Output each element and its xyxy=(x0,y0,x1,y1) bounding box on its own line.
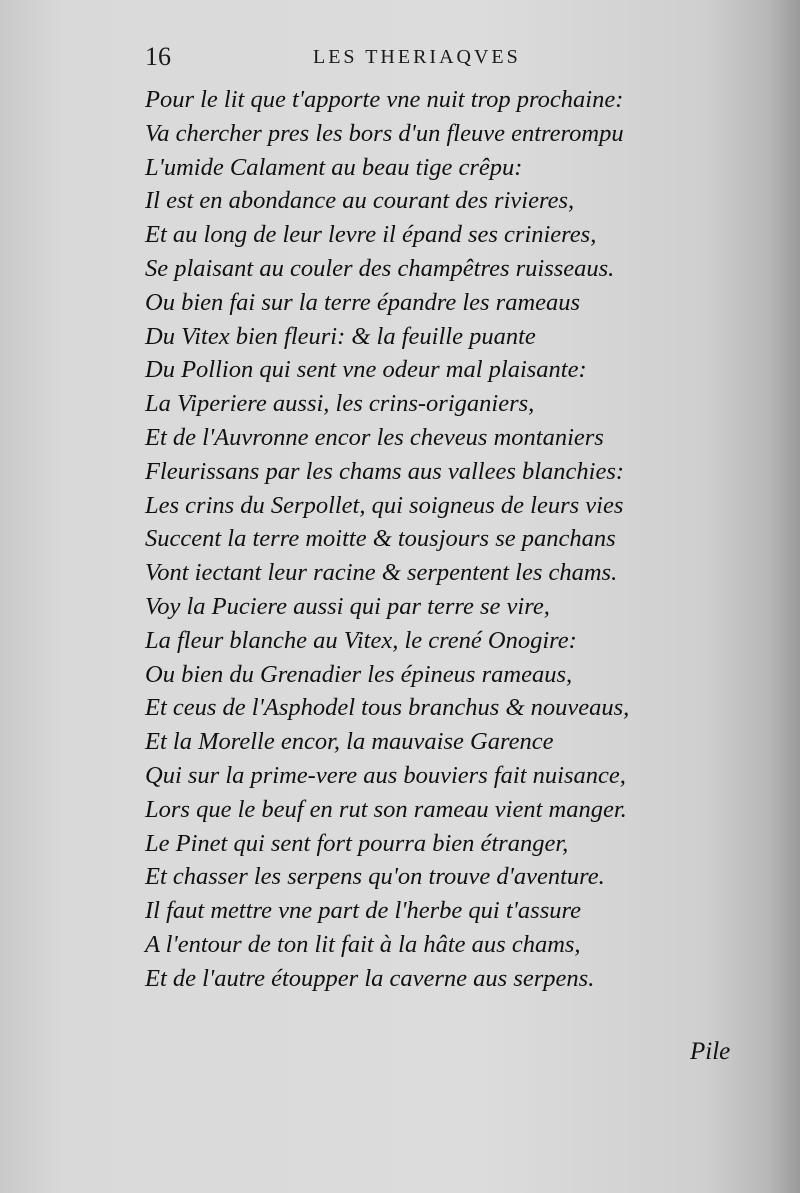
verse-line: La Viperiere aussi, les crins-origaniers, xyxy=(145,390,535,418)
verse-line: Et au long de leur levre il épand ses crinieres, xyxy=(145,221,597,249)
verse-line: Va chercher pres les bors d'un fleuve entrerompu xyxy=(145,119,624,147)
running-head: LES THERIAQVES xyxy=(313,46,521,68)
verse-line: Du Pollion qui sent vne odeur mal plaisante: xyxy=(145,356,587,384)
verse-line: Se plaisant au couler des champêtres ruisseaus. xyxy=(145,254,615,282)
verse-line: Succent la terre moitte & tousjours se panchans xyxy=(145,525,616,553)
verse-line: Ou bien fai sur la terre épandre les rameaus xyxy=(145,288,581,316)
verse-line: Pour le lit que t'apporte vne nuit trop prochaine: xyxy=(145,86,624,113)
verse-line: Il faut mettre vne part de l'herbe qui t'assure xyxy=(145,897,581,925)
catchword: Pile xyxy=(690,1038,731,1065)
verse-line: Le Pinet qui sent fort pourra bien étranger, xyxy=(145,829,569,857)
verse-line: Et la Morelle encor, la mauvaise Garence xyxy=(145,728,554,756)
verse-line: Et de l'autre étoupper la caverne aus serpens. xyxy=(145,964,595,992)
verse-line: A l'entour de ton lit fait à la hâte aus chams, xyxy=(145,930,581,958)
verse-line: Voy la Puciere aussi qui par terre se vire, xyxy=(145,592,550,620)
show-through-text xyxy=(670,90,800,1050)
page-number: 16 xyxy=(145,42,171,71)
verse-line: Et ceus de l'Asphodel tous branchus & nouveaus, xyxy=(145,694,630,722)
verse-line: Les crins du Serpollet, qui soigneus de leurs vies xyxy=(145,491,624,519)
verse-line: Fleurissans par les chams aus vallees blanchies: xyxy=(145,457,625,485)
page-header xyxy=(145,42,615,76)
verse-line: Et de l'Auvronne encor les cheveus montaniers xyxy=(145,423,604,451)
verse-line: Vont iectant leur racine & serpentent les chams. xyxy=(145,559,618,587)
verse-line: La fleur blanche au Vitex, le crené Onogire: xyxy=(145,626,577,654)
verse-line: Et chasser les serpens qu'on trouve d'aventure. xyxy=(145,863,605,891)
verse-line: Lors que le beuf en rut son rameau vient manger. xyxy=(145,795,627,823)
verse-block xyxy=(145,83,665,996)
verse-line: L'umide Calament au beau tige crêpu: xyxy=(145,153,523,181)
verse-line: Ou bien du Grenadier les épineus rameaus, xyxy=(145,660,573,688)
verse-line: Il est en abondance au courant des rivieres, xyxy=(145,187,575,215)
verse-line: Qui sur la prime-vere aus bouviers fait nuisance, xyxy=(145,761,626,789)
verse-line: Du Vitex bien fleuri: & la feuille puante xyxy=(145,322,536,350)
